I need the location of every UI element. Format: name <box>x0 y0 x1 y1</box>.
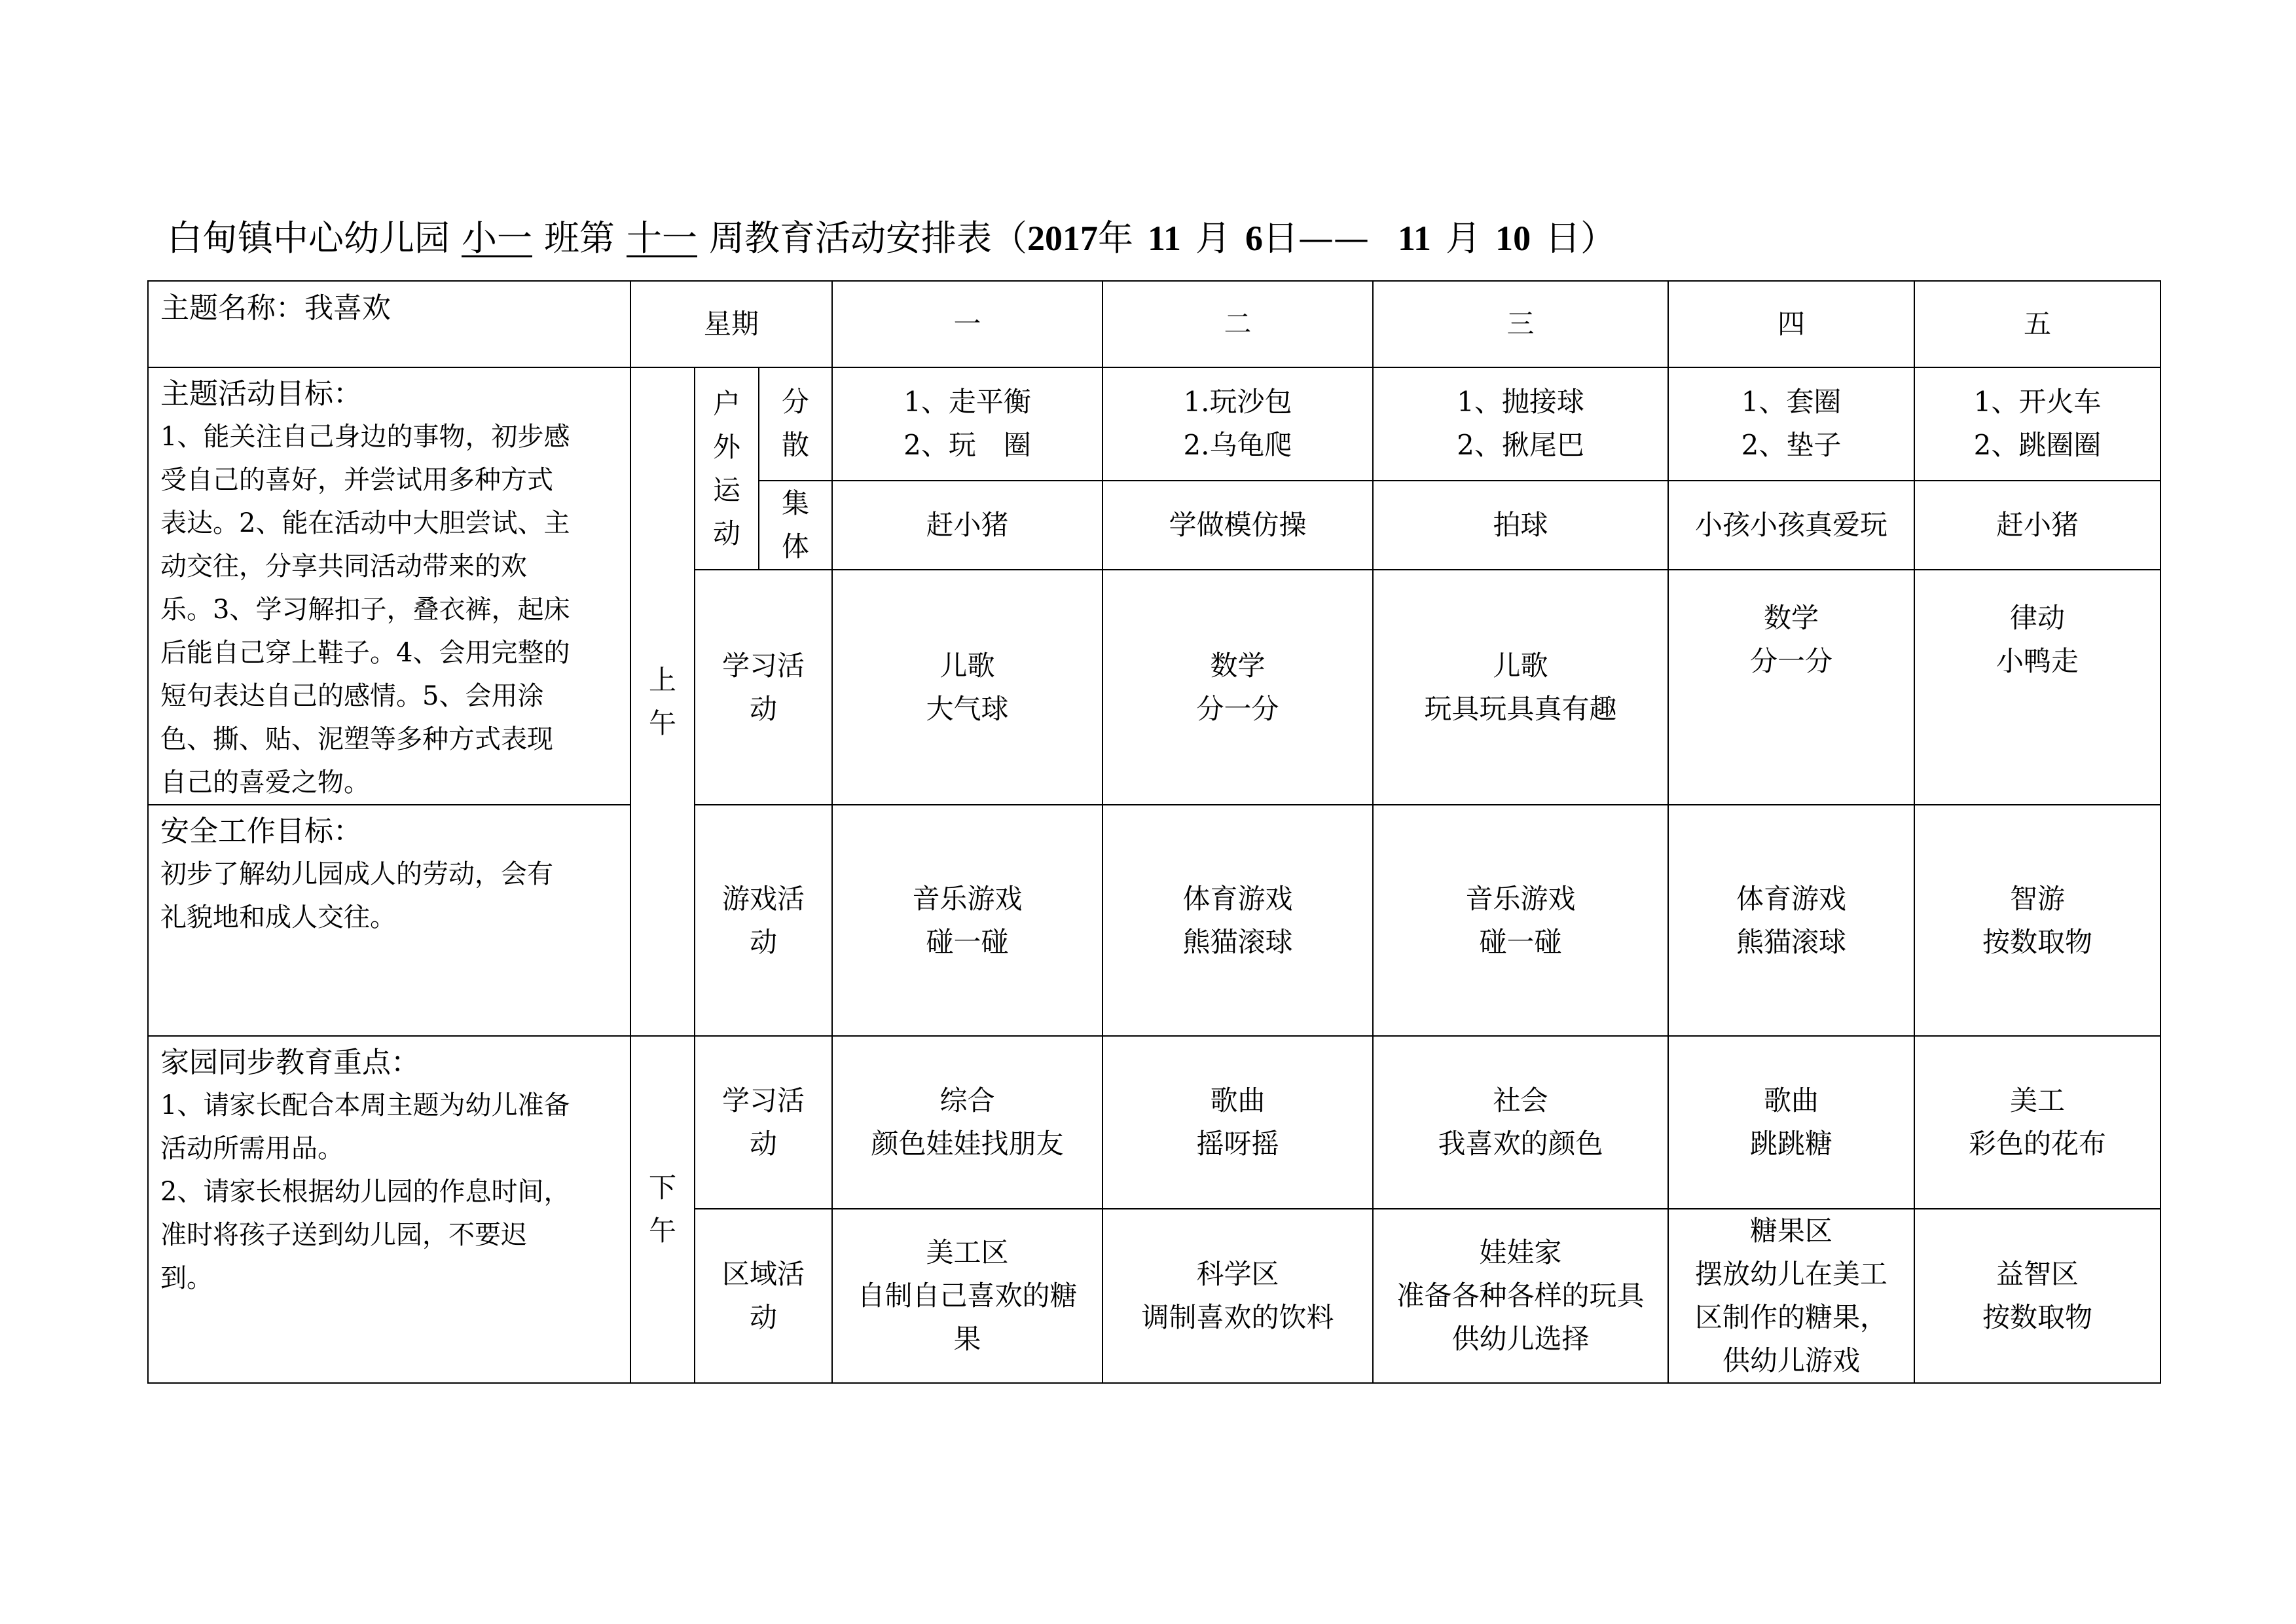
outdoor-char: 运 <box>712 473 740 506</box>
home-line: 2、请家长根据幼儿园的作息时间， <box>160 1177 570 1207</box>
page-title <box>167 208 1616 268</box>
pm-study-day-3: 社会 我喜欢的颜色 <box>1373 1036 1668 1209</box>
title-month-unit1: 月 <box>1195 217 1231 259</box>
am-study-day-2: 数学 分一分 <box>1102 570 1373 805</box>
group-day-5: 赶小猪 <box>1914 481 2160 570</box>
game-day-5: 智游 按数取物 <box>1914 805 2160 1036</box>
game-day-2: 体育游戏 熊猫滚球 <box>1102 805 1373 1036</box>
home-line: 到。 <box>160 1263 213 1293</box>
home-line: 活动所需用品。 <box>160 1134 344 1164</box>
title-month1: 11 <box>1148 219 1182 258</box>
outdoor-char: 动 <box>712 517 740 549</box>
theme-goals-cell <box>148 367 630 805</box>
day-header-4: 四 <box>1668 281 1914 367</box>
area-day-5: 益智区 按数取物 <box>1914 1209 2160 1383</box>
title-prefix: 白甸镇中心幼儿园 <box>167 217 450 259</box>
goal-line: 短句表达自己的感情。5、会用涂 <box>160 681 544 711</box>
period-afternoon-char: 午 <box>648 1215 676 1247</box>
scattered-char: 散 <box>781 429 809 462</box>
game-label: 游戏活 动 <box>695 805 832 1036</box>
schedule-table <box>147 280 2161 1384</box>
period-morning-char: 午 <box>648 707 676 739</box>
area-day-1: 美工区 自制自己喜欢的糖 果 <box>832 1209 1102 1383</box>
area-day-3: 娃娃家 准备各种各样的玩具 供幼儿选择 <box>1373 1209 1668 1383</box>
goal-line: 表达。2、能在活动中大胆尝试、主 <box>160 508 570 538</box>
period-morning <box>630 367 695 1036</box>
goal-line: 乐。3、学习解扣子，叠衣裤，起床 <box>160 595 570 625</box>
scattered-day-1: 1、走平衡 2、玩 圈 <box>832 367 1102 481</box>
period-afternoon <box>630 1036 695 1383</box>
day-header-5: 五 <box>1914 281 2160 367</box>
day-header-2: 二 <box>1102 281 1373 367</box>
title-month-unit2: 月 <box>1446 217 1482 259</box>
title-day-unit1: 日—— <box>1263 217 1370 259</box>
area-day-2: 科学区 调制喜欢的饮料 <box>1102 1209 1373 1383</box>
title-day-unit2: 日） <box>1545 217 1616 259</box>
title-week: 十一 <box>627 217 697 259</box>
group-day-2: 学做模仿操 <box>1102 481 1373 570</box>
home-line: 1、请家长配合本周主题为幼儿准备 <box>160 1090 570 1120</box>
scattered-day-5: 1、开火车 2、跳圈圈 <box>1914 367 2160 481</box>
home-school-cell <box>148 1036 630 1383</box>
safety-title: 安全工作目标： <box>160 815 362 848</box>
theme-name-value: 我喜欢 <box>304 291 391 325</box>
weekday-header: 星期 <box>630 281 832 367</box>
outdoor-label <box>695 367 759 570</box>
scattered-day-3: 1、抛接球 2、揪尾巴 <box>1373 367 1668 481</box>
goal-line: 受自己的喜好，并尝试用多种方式 <box>160 465 553 495</box>
pm-study-day-5: 美工 彩色的花布 <box>1914 1036 2160 1209</box>
title-mid1: 班第 <box>544 217 615 259</box>
safety-goals-cell <box>148 805 630 1036</box>
group-day-3: 拍球 <box>1373 481 1668 570</box>
game-day-4: 体育游戏 熊猫滚球 <box>1668 805 1914 1036</box>
theme-name-cell <box>148 281 630 367</box>
goal-line: 1、能关注自己身边的事物，初步感 <box>160 422 570 452</box>
am-study-day-5: 律动 小鸭走 <box>1914 570 2160 805</box>
am-study-day-3: 儿歌 玩具玩具真有趣 <box>1373 570 1668 805</box>
outdoor-char: 外 <box>712 430 740 463</box>
goal-line: 自己的喜爱之物。 <box>160 767 370 798</box>
game-day-3: 音乐游戏 碰一碰 <box>1373 805 1668 1036</box>
group-day-1: 赶小猪 <box>832 481 1102 570</box>
goal-title: 主题活动目标： <box>160 377 362 411</box>
title-class-name: 小一 <box>462 217 532 259</box>
home-line: 准时将孩子送到幼儿园，不要迟 <box>160 1220 527 1250</box>
title-mid2: 周教育活动安排表（ <box>709 217 1027 259</box>
goal-line: 后能自己穿上鞋子。4、会用完整的 <box>160 638 570 668</box>
home-title: 家园同步教育重点： <box>160 1046 420 1079</box>
outdoor-char: 户 <box>712 387 740 420</box>
area-label: 区域活 动 <box>695 1209 832 1383</box>
scattered-label <box>759 367 832 481</box>
theme-name-label: 主题名称： <box>160 291 304 325</box>
group-char: 体 <box>781 530 809 563</box>
pm-study-label: 学习活 动 <box>695 1036 832 1209</box>
group-char: 集 <box>781 487 809 519</box>
safety-line: 初步了解幼儿园成人的劳动，会有 <box>160 859 553 889</box>
period-morning-char: 上 <box>648 663 676 696</box>
goal-line: 色、撕、贴、泥塑等多种方式表现 <box>160 724 553 754</box>
title-year-unit: 年 <box>1098 217 1133 259</box>
am-study-day-1: 儿歌 大气球 <box>832 570 1102 805</box>
day-header-1: 一 <box>832 281 1102 367</box>
pm-study-day-1: 综合 颜色娃娃找朋友 <box>832 1036 1102 1209</box>
title-year: 2017 <box>1027 219 1098 258</box>
group-label <box>759 481 832 570</box>
scattered-char: 分 <box>781 386 809 418</box>
group-day-4: 小孩小孩真爱玩 <box>1668 481 1914 570</box>
area-day-4: 糖果区 摆放幼儿在美工 区制作的糖果， 供幼儿游戏 <box>1668 1209 1914 1383</box>
am-study-day-4: 数学 分一分 <box>1668 570 1914 805</box>
am-study-label: 学习活 动 <box>695 570 832 805</box>
scattered-day-2: 1.玩沙包 2.乌龟爬 <box>1102 367 1373 481</box>
period-afternoon-char: 下 <box>648 1172 676 1204</box>
title-day1: 6 <box>1245 219 1264 258</box>
title-day2: 10 <box>1495 219 1531 258</box>
scattered-day-4: 1、套圈 2、垫子 <box>1668 367 1914 481</box>
pm-study-day-4: 歌曲 跳跳糖 <box>1668 1036 1914 1209</box>
pm-study-day-2: 歌曲 摇呀摇 <box>1102 1036 1373 1209</box>
game-day-1: 音乐游戏 碰一碰 <box>832 805 1102 1036</box>
goal-line: 动交往，分享共同活动带来的欢 <box>160 551 527 581</box>
day-header-3: 三 <box>1373 281 1668 367</box>
title-month2: 11 <box>1398 219 1432 258</box>
safety-line: 礼貌地和成人交往。 <box>160 902 396 932</box>
